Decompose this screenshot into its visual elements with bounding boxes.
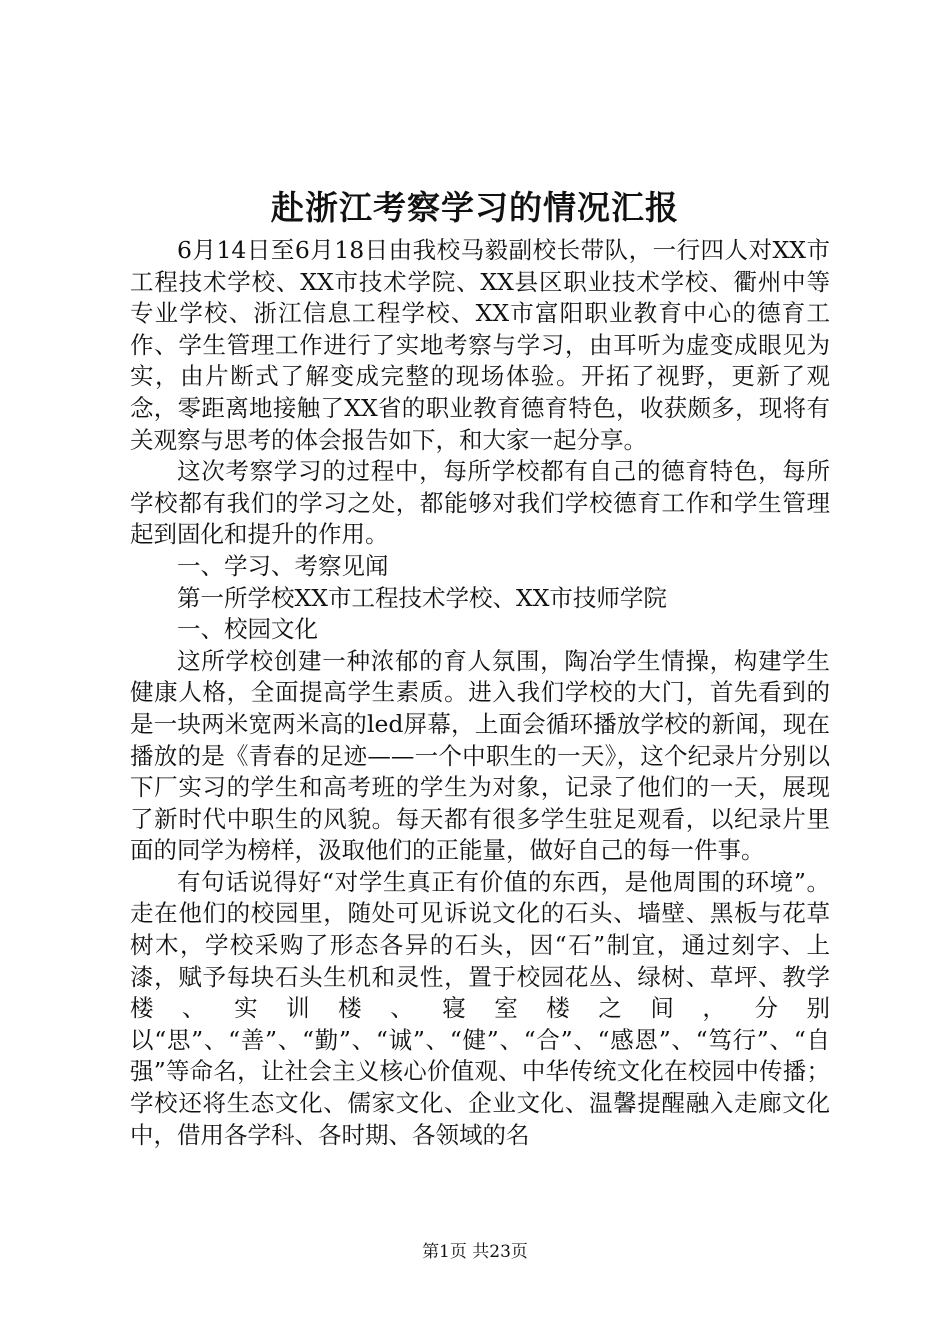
paragraph-intro: 6月14日至6月18日由我校马毅副校长带队，一行四人对XX市工程技术学校、XX市技术学院、XX县区职业技术学校、衢州中等专业学校、浙江信息工程学校、XX市富阳职业教育中心的德育工作、学生管理工作进行了实地考察与学习，由耳听为虚变成眼见为实，由片断式了解变成完整的现场体验。开拓了视野，更新了观念，零距离地接触了XX省的职业教育德育特色，收获颇多，现将有关观察与思考的体会报告如下，和大家一起分享。 bbox=[130, 236, 830, 454]
document-body bbox=[130, 235, 830, 1151]
school-heading: 第一所学校XX市工程技术学校、XX市技师学院 bbox=[177, 583, 667, 612]
paragraph-campus-culture: 这所学校创建一种浓郁的育人氛围，陶冶学生情操，构建学生健康人格，全面提高学生素质。进入我们学校的大门，首先看到的是一块两米宽两米高的led屏幕，上面会循环播放学校的新闻，现在播放的是《青春的足迹——一个中职生的一天》，这个纪录片分别以下厂实习的学生和高考班的学生为对象，记录了他们的一天，展现了新时代中职生的风貌。每天都有很多学生驻足观看，以纪录片里面的同学为榜样，汲取他们的正能量，做好自己的每一件事。 bbox=[130, 646, 830, 865]
paragraph-environment: 有句话说得好“对学生真正有价值的东西，是他周围的环境”。走在他们的校园里，随处可见诉说文化的石头、墙壁、黑板与花草树木，学校采购了形态各异的石头，因“石”制宜，通过刻字、上漆，赋予每块石头生机和灵性，置于校园花丛、绿树、草坪、教学楼、实训楼、寝室楼之间，分别以“思”、“善”、“勤”、“诚”、“健”、“合”、“感恩”、“笃行”、“自强”等命名，让社会主义核心价值观、中华传统文化在校园中传播；学校还将生态文化、儒家文化、企业文化、温馨提醒融入走廊文化中，借用各学科、各时期、各领域的名 bbox=[130, 867, 830, 1149]
document-title: 赴浙江考察学习的情况汇报 bbox=[271, 188, 679, 227]
paragraph-summary: 这次考察学习的过程中，每所学校都有自己的德育特色，每所学校都有我们的学习之处，都能够对我们学校德育工作和学生管理起到固化和提升的作用。 bbox=[130, 457, 830, 549]
subsection-heading: 一、校园文化 bbox=[177, 615, 318, 644]
page-footer: 第1页 共23页 bbox=[422, 1242, 528, 1262]
section-heading: 一、学习、考察见闻 bbox=[177, 551, 389, 580]
